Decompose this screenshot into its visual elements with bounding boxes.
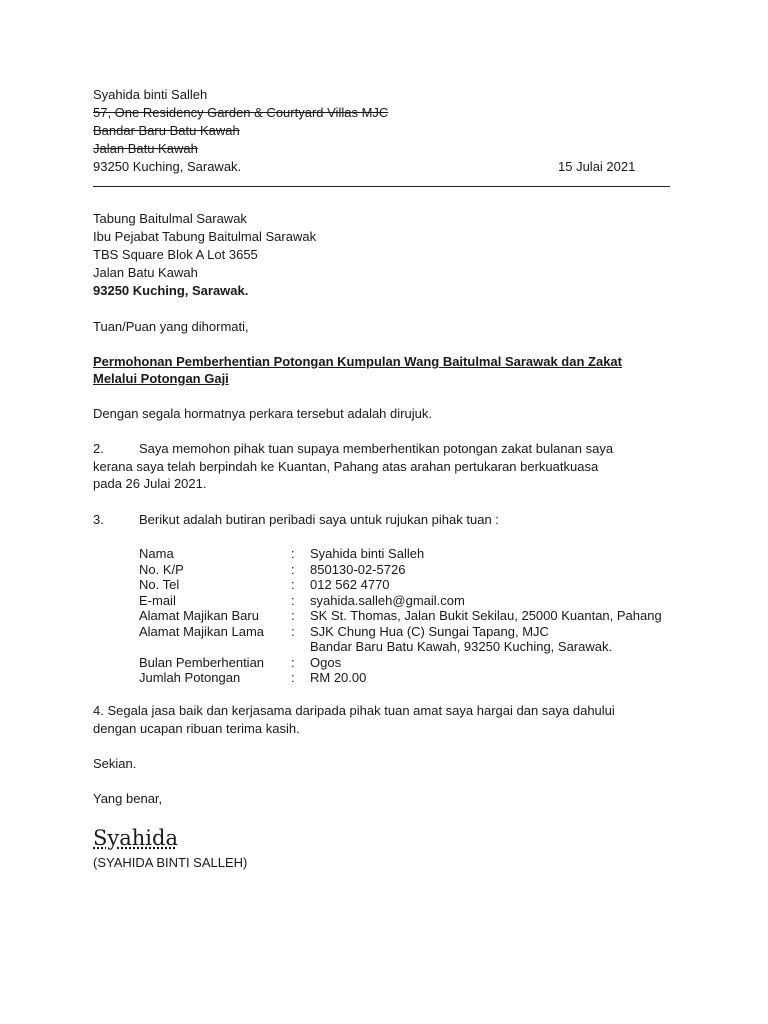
detail-label: Alamat Majikan Baru [139, 608, 259, 623]
personal-details-table [139, 546, 662, 686]
detail-row-email [139, 593, 662, 609]
detail-row-stop-month [139, 655, 662, 671]
handwritten-signature: Syahida [93, 826, 178, 850]
detail-label: Alamat Majikan Lama [139, 623, 264, 639]
detail-label: No. K/P [139, 561, 184, 577]
detail-value: Bandar Baru Batu Kawah, 93250 Kuching, Sarawak. [310, 639, 613, 654]
detail-row-phone [139, 577, 662, 593]
paragraph-3 [93, 511, 683, 529]
salutation: Tuan/Puan yang dihormati, [93, 319, 249, 334]
detail-colon: : [291, 577, 295, 592]
detail-value: SJK Chung Hua (C) Sungai Tapang, MJC [310, 623, 549, 639]
paragraph-2-number: 2. [93, 441, 104, 456]
detail-label: Nama [139, 546, 174, 561]
opening-paragraph: Dengan segala hormatnya perkara tersebut adalah dirujuk. [93, 406, 432, 421]
recipient-line-4: Jalan Batu Kawah [93, 265, 198, 280]
sender-address-line-3: Jalan Batu Kawah [93, 141, 198, 156]
detail-label: Jumlah Potongan [139, 670, 241, 685]
detail-label: No. Tel [139, 577, 180, 592]
closing-yang-benar: Yang benar, [93, 791, 163, 806]
sender-address-line-1: 57, One Residency Garden & Courtyard Villas MJC [93, 105, 389, 120]
paragraph-4 [93, 702, 683, 737]
detail-colon: : [291, 561, 295, 577]
detail-value: 850130-02-5726 [310, 561, 406, 577]
paragraph-4-line-2: dengan ucapan ribuan terima kasih. [93, 720, 300, 736]
detail-colon: : [291, 592, 295, 608]
paragraph-3-number: 3. [93, 512, 104, 527]
detail-colon: : [291, 546, 295, 561]
closing-sekian: Sekian. [93, 756, 137, 771]
detail-label: Bulan Pemberhentian [139, 654, 265, 670]
detail-value: 012 562 4770 [310, 577, 390, 592]
detail-label: E-mail [139, 592, 176, 608]
detail-colon-empty [291, 639, 310, 655]
paragraph-3-text: Berikut adalah butiran peribadi saya untuk rujukan pihak tuan : [139, 512, 499, 527]
paragraph-2-line-3: pada 26 Julai 2021. [93, 476, 207, 491]
detail-colon: : [291, 623, 295, 639]
recipient-line-1: Tabung Baitulmal Sarawak [93, 211, 247, 226]
paragraph-2 [93, 440, 683, 493]
detail-row-old-employer-cont [139, 639, 662, 655]
detail-row-old-employer [139, 624, 662, 640]
recipient-line-3: TBS Square Blok A Lot 3655 [93, 247, 258, 262]
detail-value: syahida.salleh@gmail.com [310, 592, 465, 608]
header-divider [93, 186, 670, 187]
signatory-name: (SYAHIDA BINTI SALLEH) [93, 855, 248, 870]
detail-row-name [139, 546, 662, 562]
subject-line-1: Permohonan Pemberhentian Potongan Kumpulan Wang Baitulmal Sarawak dan Zakat [93, 354, 622, 369]
detail-value: Syahida binti Salleh [310, 546, 425, 561]
sender-address-line-2: Bandar Baru Batu Kawah [93, 123, 240, 138]
detail-row-amount [139, 670, 662, 686]
recipient-city: 93250 Kuching, Sarawak. [93, 283, 249, 298]
detail-value: SK St. Thomas, Jalan Bukit Sekilau, 25000 Kuantan, Pahang [310, 608, 662, 623]
subject-line-2: Melalui Potongan Gaji [93, 371, 229, 386]
detail-label [139, 639, 291, 655]
paragraph-2-line-1: Saya memohon pihak tuan supaya memberhentikan potongan zakat bulanan saya [139, 441, 614, 456]
sender-city: 93250 Kuching, Sarawak. [93, 159, 242, 174]
detail-colon: : [291, 608, 295, 623]
recipient-line-2: Ibu Pejabat Tabung Baitulmal Sarawak [93, 229, 317, 244]
detail-row-ic [139, 562, 662, 578]
detail-value: Ogos [310, 654, 342, 670]
letter-date: 15 Julai 2021 [558, 159, 636, 174]
detail-value: RM 20.00 [310, 670, 367, 685]
sender-name: Syahida binti Salleh [93, 87, 208, 102]
paragraph-2-line-2: kerana saya telah berpindah ke Kuantan, Pahang atas arahan pertukaran berkuatkuasa [93, 458, 599, 474]
detail-colon: : [291, 670, 295, 685]
detail-row-new-employer [139, 608, 662, 624]
detail-colon: : [291, 654, 295, 670]
paragraph-4-line-1: 4. Segala jasa baik dan kerjasama daripada pihak tuan amat saya hargai dan saya dahului [93, 703, 615, 718]
